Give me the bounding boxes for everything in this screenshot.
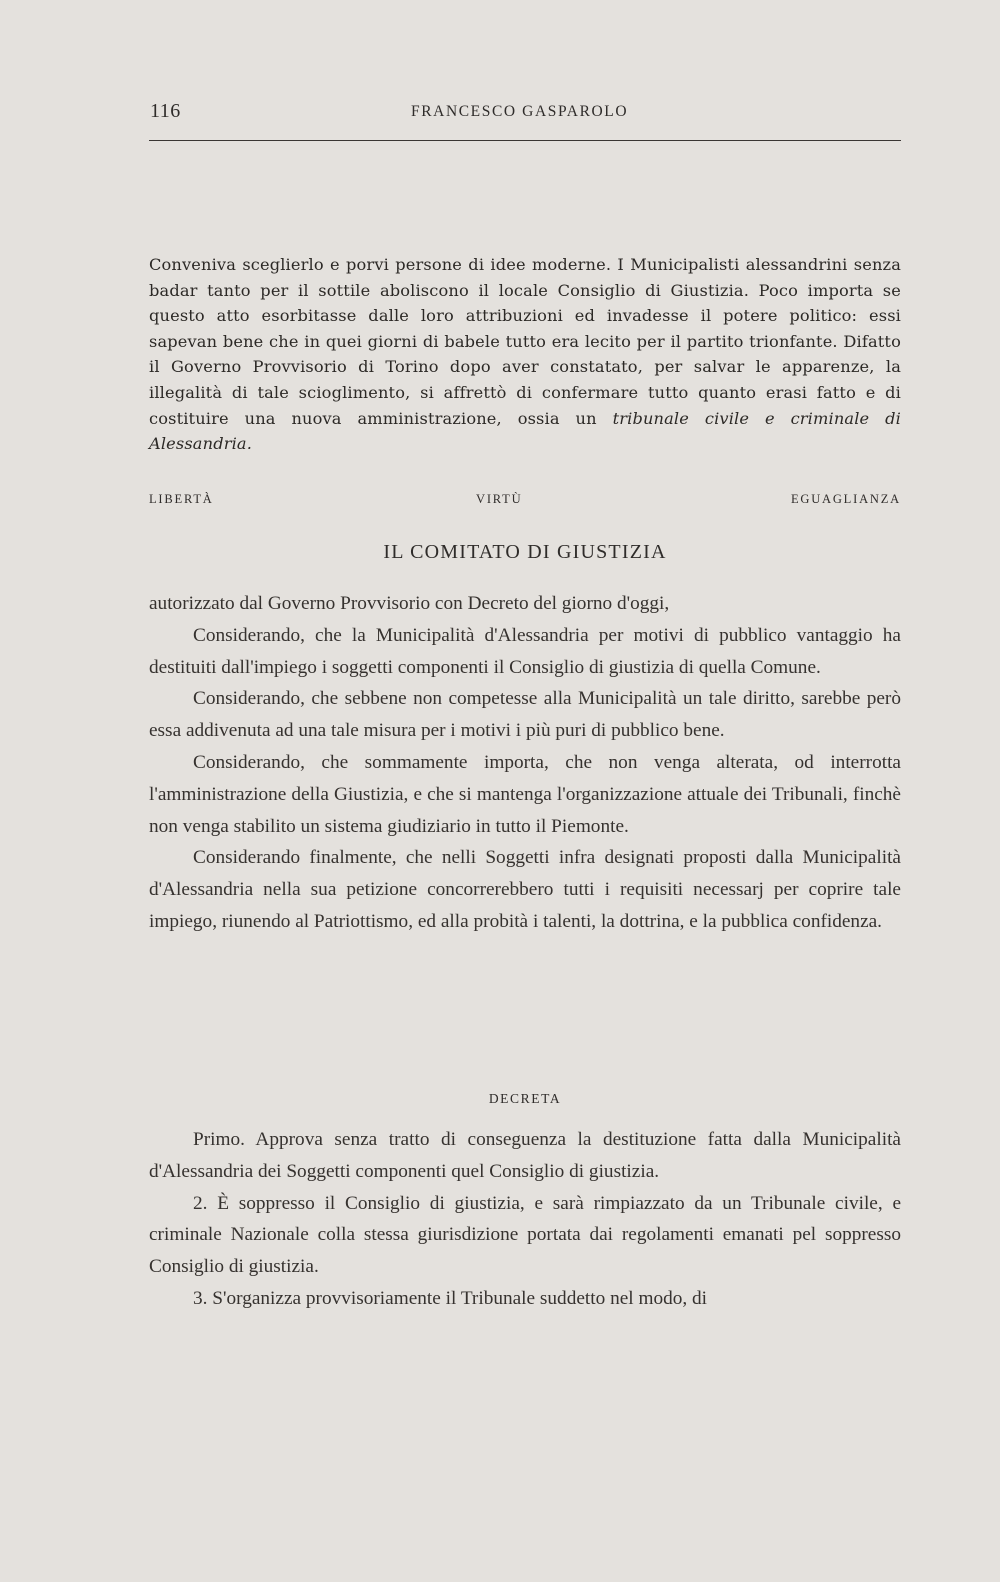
decreta-heading: DECRETA (488, 1091, 562, 1106)
intro-paragraph (149, 252, 901, 457)
consideration-paragraph: Considerando, che la Municipalità d'Alessandria per motivi di pubblico vantaggio ha destituiti dall'impiego i soggetti componenti il Consiglio di giustizia di quella Comune. (149, 624, 901, 678)
republican-motto (149, 492, 901, 514)
article-paragraph: Primo. Approva senza tratto di conseguenza la destituzione fatta dalla Municipalità d'Alessandria dei Soggetti componenti quel Consiglio di giustizia. (149, 1129, 901, 1182)
consideration-paragraph: Considerando, che sommamente importa, che non venga alterata, od interrotta l'amministrazione della Giustizia, e che si mantenga l'organizzazione attuale dei Tribunali, finchè non venga stabilito un sistema giudiziario in tutto il Piemonte. (149, 751, 901, 837)
decree-preamble (149, 588, 901, 938)
decree-articles (149, 1124, 901, 1315)
motto-virtu: VIRTÙ (476, 492, 523, 506)
header-rule (149, 140, 901, 141)
running-head: FRANCESCO GASPAROLO (411, 103, 629, 120)
page-header (149, 100, 901, 126)
intro-text: Conveniva sceglierlo e porvi persone di idee moderne. I Municipalisti alessandrini senza badar tanto per il sottile aboliscono il locale Consiglio di Giustizia. Poco importa se questo atto esorbitasse dalle loro attribuzioni ed invadesse il potere politico: essi sapevan bene che in quei giorni di babele tutto era lecito per il partito trionfante. Difatto il Governo Provvisorio di Torino dopo aver constatato, per salvar le apparenze, la illegalità di tale scioglimento, si affrettò di confermare tutto quanto erasi fatto e di costituire una nuova amministrazione, ossia un (149, 255, 901, 428)
page-number: 116 (150, 100, 181, 122)
motto-liberta: LIBERTÀ (149, 492, 214, 506)
consideration-paragraph: Considerando, che sebbene non competesse alla Municipalità un tale diritto, sarebbe però essa addivenuta ad una tale misura per i motivi i più puri di pubblico bene. (149, 688, 901, 742)
consideration-paragraph: Considerando finalmente, che nelli Soggetti infra designati proposti dalla Municipalità d'Alessandria nella sua petizione concorrerebbero tutti i requisiti necessarj per coprire tale impiego, riunendo al Patriottismo, ed alla probità i talenti, la dottrina, e la pubblica confidenza. (149, 847, 901, 932)
decree-opening: autorizzato dal Governo Provvisorio con Decreto del giorno d'oggi, (149, 593, 670, 614)
motto-eguaglianza: EGUAGLIANZA (790, 492, 901, 506)
intro-emphasis: tribunale civile e criminale di Alessandria. (149, 408, 901, 454)
article-paragraph: 3. S'organizza provvisoriamente il Tribunale suddetto nel modo, di (193, 1287, 708, 1309)
article-paragraph: 2. È soppresso il Consiglio di giustizia, e sarà rimpiazzato da un Tribunale civile, e criminale Nazionale colla stessa giurisdizione portata dai regolamenti emanati pel soppresso Consiglio di giustizia. (149, 1192, 901, 1278)
decree-title: IL COMITATO DI GIUSTIZIA (383, 541, 667, 563)
